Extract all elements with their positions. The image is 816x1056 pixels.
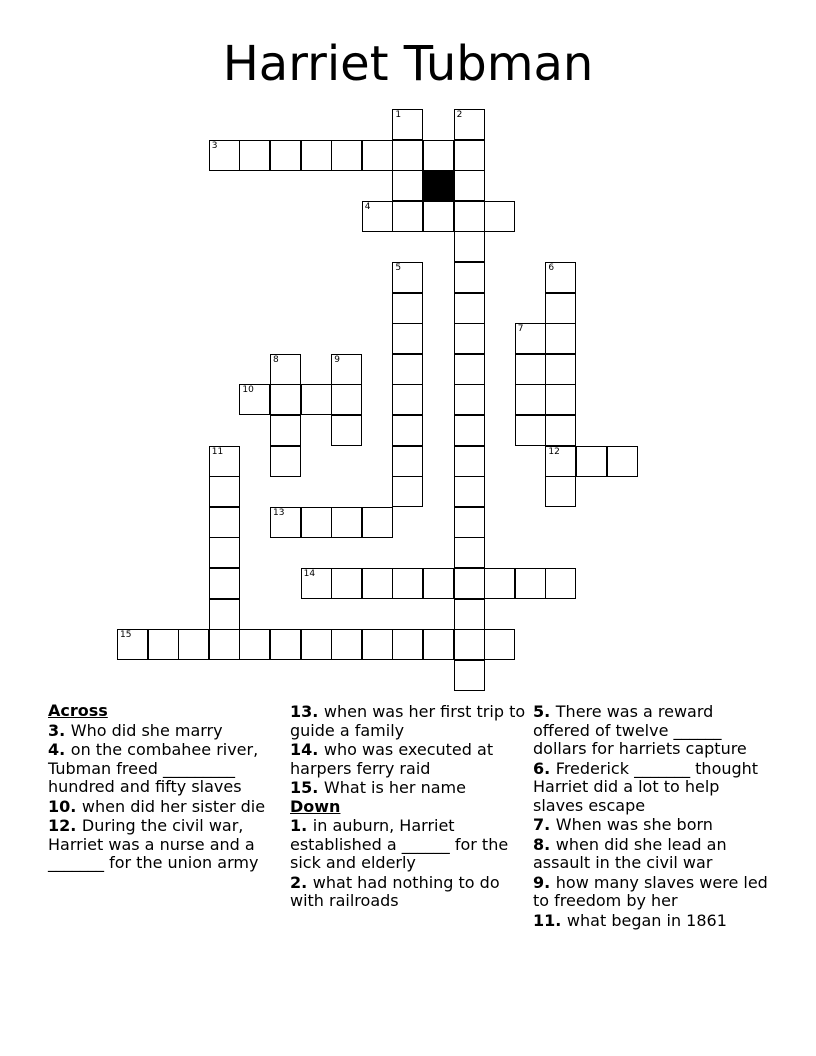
grid-cell[interactable]: [331, 507, 362, 538]
grid-cell[interactable]: [545, 323, 576, 354]
clue-number: 14: [303, 569, 316, 579]
grid-cell[interactable]: [209, 537, 240, 568]
clue-number-label: 12.: [48, 816, 82, 835]
grid-cell[interactable]: [331, 568, 362, 599]
grid-cell[interactable]: [270, 446, 301, 477]
grid-cell[interactable]: [362, 140, 393, 171]
across-heading: Across: [48, 701, 108, 720]
grid-cell[interactable]: [515, 415, 546, 446]
clue-text: When was she born: [555, 815, 713, 834]
grid-cell[interactable]: [454, 568, 485, 599]
down-clue: [533, 703, 769, 759]
grid-cell[interactable]: [392, 354, 423, 385]
grid-cell[interactable]: [545, 415, 576, 446]
clue-number: 9: [334, 354, 340, 365]
clue-number-label: 1.: [290, 816, 313, 835]
grid-cell[interactable]: [331, 629, 362, 660]
clue-number: 12: [548, 446, 560, 457]
grid-cell[interactable]: [423, 201, 454, 232]
grid-cell[interactable]: [423, 629, 454, 660]
grid-cell[interactable]: [454, 170, 485, 201]
grid-cell[interactable]: [331, 140, 362, 171]
grid-cell[interactable]: [484, 568, 515, 599]
grid-cell[interactable]: [576, 446, 607, 477]
grid-cell[interactable]: [209, 507, 240, 538]
grid-cell[interactable]: [301, 384, 332, 415]
grid-cell[interactable]: [423, 140, 454, 171]
clue-number: 4: [364, 201, 371, 212]
clue-number: 15: [120, 630, 132, 641]
down-clue: [290, 874, 526, 911]
grid-cell[interactable]: [362, 629, 393, 660]
grid-cell[interactable]: [392, 629, 423, 660]
clue-number-label: 9.: [533, 872, 556, 892]
clue-number: 7: [517, 324, 524, 335]
clue-text: Who did she marry: [70, 720, 223, 740]
clue-text: when did her sister die: [81, 796, 266, 816]
grid-cell[interactable]: [392, 384, 423, 415]
grid-cell[interactable]: [392, 415, 423, 446]
clue-number-label: 8.: [533, 834, 556, 854]
grid-cell[interactable]: [117, 629, 148, 660]
down-clue: [533, 836, 769, 873]
grid-cell[interactable]: [454, 507, 485, 538]
grid-cell[interactable]: [392, 201, 423, 232]
grid-cell[interactable]: [484, 629, 515, 660]
grid-cell[interactable]: [454, 384, 485, 415]
across-clue: [290, 779, 526, 798]
across-clue: [290, 741, 526, 778]
clue-text: what began in 1861: [566, 910, 727, 930]
grid-cell[interactable]: [454, 476, 485, 507]
grid-cell[interactable]: [454, 323, 485, 354]
grid-cell[interactable]: [392, 262, 423, 293]
grid-cell[interactable]: [331, 354, 362, 385]
across-clue-list: [48, 722, 284, 873]
grid-cell[interactable]: [239, 140, 270, 171]
grid-cell[interactable]: [423, 568, 454, 599]
clue-text: how many slaves were led to freedom by her: [533, 872, 768, 910]
clue-number: 11: [211, 446, 224, 457]
grid-cell[interactable]: [454, 293, 485, 324]
clue-column-1: [48, 702, 284, 873]
grid-cell[interactable]: [209, 599, 240, 630]
clue-number-label: 4.: [48, 740, 71, 759]
grid-cell[interactable]: [454, 446, 485, 477]
across-clue: [48, 817, 284, 873]
clue-number: 8: [273, 354, 279, 365]
grid-cell[interactable]: [209, 140, 240, 171]
grid-cell[interactable]: [515, 323, 546, 354]
across-clue: [48, 741, 284, 797]
clue-column-2: [290, 702, 526, 911]
clue-number: 6: [548, 263, 555, 273]
clue-text: who was executed at harpers ferry raid: [290, 740, 494, 778]
clue-number: 2: [456, 110, 463, 120]
grid-cell[interactable]: [484, 201, 515, 232]
clue-number: 5: [395, 263, 402, 273]
grid-cell[interactable]: [454, 599, 485, 630]
down-clue-list: [290, 817, 526, 911]
grid-cell[interactable]: [454, 140, 485, 171]
clue-number: 3: [211, 140, 218, 151]
grid-cell[interactable]: [209, 568, 240, 599]
grid-cell[interactable]: [392, 568, 423, 599]
clue-text: What is her name: [323, 778, 466, 797]
grid-cell[interactable]: [362, 507, 393, 538]
grid-cell[interactable]: [270, 629, 301, 660]
clue-text: in auburn, Harriet established a ______ for the sick and elderly: [290, 816, 509, 872]
down-clue: [533, 912, 769, 931]
clue-number-label: 11.: [533, 910, 567, 930]
down-clue: [533, 816, 769, 835]
grid-cell[interactable]: [454, 629, 485, 660]
clue-number-label: 13.: [290, 702, 324, 721]
grid-cell[interactable]: [392, 170, 423, 201]
grid-cell[interactable]: [301, 507, 332, 538]
grid-cell[interactable]: [392, 293, 423, 324]
grid-cell[interactable]: [331, 384, 362, 415]
clue-number-label: 7.: [533, 815, 556, 834]
grid-cell[interactable]: [545, 568, 576, 599]
clue-text: what had nothing to do with railroads: [290, 872, 500, 910]
grid-cell[interactable]: [209, 476, 240, 507]
grid-cell[interactable]: [148, 629, 179, 660]
grid-cell[interactable]: [209, 446, 240, 477]
down-clue: [533, 760, 769, 816]
clue-column-3: [533, 702, 769, 930]
grid-cell[interactable]: [362, 568, 393, 599]
down-heading: Down: [290, 796, 341, 816]
clue-number-label: 10.: [48, 796, 82, 816]
grid-cell[interactable]: [607, 446, 638, 477]
clue-number-label: 15.: [290, 778, 324, 797]
grid-cell[interactable]: [301, 140, 332, 171]
grid-cell[interactable]: [331, 415, 362, 446]
down-clue-list-continued: [533, 703, 769, 930]
down-clue: [533, 874, 769, 911]
clue-text: Frederick _______ thought Harriet did a lot to help slaves escape: [533, 758, 759, 815]
across-clue: [48, 722, 284, 741]
across-clue: [48, 798, 284, 817]
grid-cell[interactable]: [515, 568, 546, 599]
down-clue: [290, 817, 526, 873]
grid-cell[interactable]: [545, 354, 576, 385]
clue-number-label: 5.: [533, 702, 556, 721]
grid-cell[interactable]: [454, 262, 485, 293]
grid-cell[interactable]: [545, 446, 576, 477]
grid-cell[interactable]: [392, 446, 423, 477]
clue-text: when was her first trip to guide a family: [290, 702, 526, 740]
clue-number-label: 3.: [48, 720, 71, 740]
grid-cell[interactable]: [454, 537, 485, 568]
grid-cell[interactable]: [392, 109, 423, 140]
across-clue: [290, 703, 526, 740]
grid-cell[interactable]: [239, 384, 270, 415]
page-title: Harriet Tubman: [222, 36, 594, 92]
clue-number-label: 6.: [533, 758, 556, 778]
clue-text: when did she lead an assault in the civil war: [533, 834, 727, 872]
grid-cell[interactable]: [454, 201, 485, 232]
grid-cell[interactable]: [270, 415, 301, 446]
grid-cell[interactable]: [270, 507, 301, 538]
grid-cell[interactable]: [301, 568, 332, 599]
grid-cell[interactable]: [270, 354, 301, 385]
grid-cell[interactable]: [392, 323, 423, 354]
clue-text: There was a reward offered of twelve ______ dollars for harriets capture: [533, 702, 747, 758]
clue-text: During the civil war, Harriet was a nurse and a _______ for the union army: [48, 816, 259, 872]
grid-cell[interactable]: [239, 629, 270, 660]
black-square: [423, 170, 454, 201]
grid-cell[interactable]: [515, 354, 546, 385]
grid-cell[interactable]: [392, 476, 423, 507]
clue-number: 1: [395, 110, 402, 120]
clue-number-label: 14.: [290, 740, 324, 759]
grid-cell[interactable]: [362, 201, 393, 232]
clue-number: 10: [242, 385, 254, 396]
clue-number-label: 2.: [290, 872, 313, 892]
grid-cell[interactable]: [454, 660, 485, 691]
grid-cell[interactable]: [392, 140, 423, 171]
grid-cell[interactable]: [454, 109, 485, 140]
grid-cell[interactable]: [545, 476, 576, 507]
clue-number: 13: [273, 507, 285, 518]
grid-cell[interactable]: [545, 262, 576, 293]
grid-cell[interactable]: [545, 384, 576, 415]
grid-cell[interactable]: [454, 354, 485, 385]
grid-cell[interactable]: [270, 384, 301, 415]
grid-cell[interactable]: [209, 629, 240, 660]
clue-text: on the combahee river, Tubman freed _________ hundred and fifty slaves: [48, 740, 259, 796]
across-clue-list-continued: [290, 703, 526, 798]
grid-cell[interactable]: [454, 415, 485, 446]
grid-cell[interactable]: [301, 629, 332, 660]
grid-cell[interactable]: [515, 384, 546, 415]
grid-cell[interactable]: [178, 629, 209, 660]
grid-cell[interactable]: [270, 140, 301, 171]
grid-cell[interactable]: [454, 231, 485, 262]
grid-cell[interactable]: [545, 293, 576, 324]
